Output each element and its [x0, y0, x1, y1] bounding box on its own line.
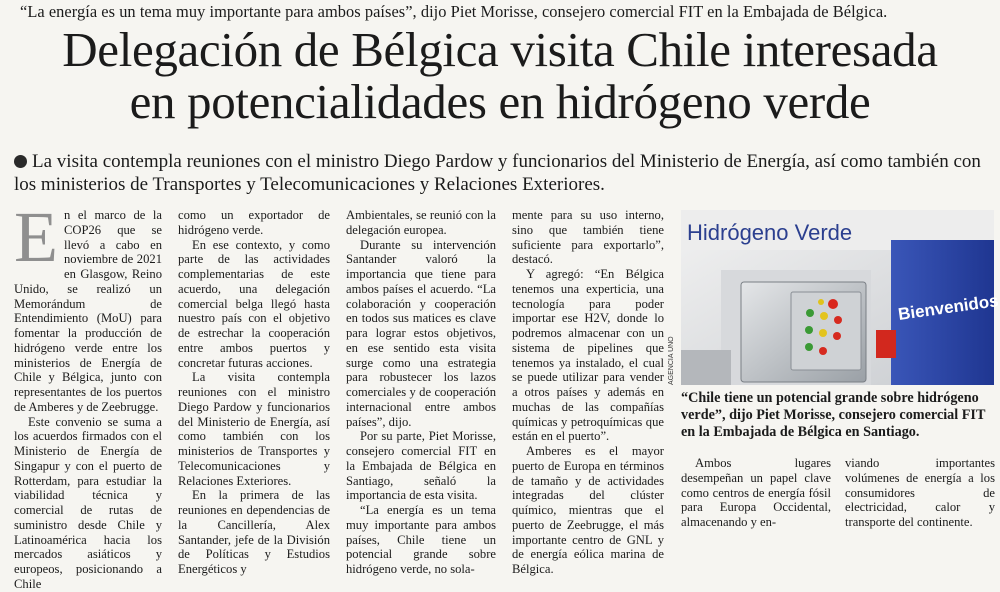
article-paragraph: Ambientales, se reunió con la delegación europea. [346, 208, 496, 237]
article-paragraph: mente para su uso interno, sino que también tiene suficiente para exportarlo”, destacó. [512, 208, 664, 267]
headline-line-2: en potencialidades en hidrógeno verde [129, 74, 871, 129]
sign-text: Hidrógeno Verde [687, 220, 853, 245]
article-paragraph: Ambos lugares desempeñan un papel clave como centros de energía fósil para Europa Occidental, almacenando y en- [681, 456, 831, 529]
sign-text-2: Bienvenidos [896, 291, 1000, 324]
article-paragraph: viando importantes volúmenes de energía a los consumidores de electricidad, calor y transporte del continente. [845, 456, 995, 529]
lead-text: La visita contempla reuniones con el ministro Diego Pardow y funcionarios del Ministerio de Energía, así como también con los ministerios de Transportes y Telecomunicaciones y Relaciones Exteriores. [14, 151, 981, 195]
article-paragraph: n el marco de la COP26 que se llevó a cabo en noviembre de 2021 en Glasgow, Reino Unido, se realizó un Memorándum de Entendimiento (MoU) para fomentar la producción de hidrógeno verde entre los ministerios de Energía de Chile y Bélgica, junto con representantes de los puertos de Amberes y de Zeebrugge. [14, 208, 162, 414]
bullet-icon [14, 155, 27, 168]
headline-line-1: Delegación de Bélgica visita Chile interesada [62, 22, 938, 77]
article-photo [681, 210, 1000, 385]
article-paragraph: En la primera de las reuniones en dependencias de la Cancillería, Alex Santander, jefe de la División de Políticas y Estudios Energéticos y [178, 488, 330, 576]
kicker-quote: “La energía es un tema muy importante para ambos países”, dijo Piet Morisse, consejero comercial FIT en la Embajada de Bélgica. [20, 2, 888, 21]
article-paragraph: Y agregó: “En Bélgica tenemos una experticia, una tecnología para poder importar ese H2V, donde lo podremos almacenar con un sistema de pipelines que tenemos ya instalado, el cual se puede utilizar para vender a otros países y además en muchas de las compañías químicas y petroquímicas que están en el puerto”. [512, 267, 664, 444]
article-column-1 [14, 197, 162, 591]
photo-caption: “Chile tiene un potencial grande sobre hidrógeno verde”, dijo Piet Morisse, consejero comercial FIT en la Embajada de Bélgica en Santiago. [681, 390, 986, 440]
lead-summary [14, 151, 990, 196]
hydrogen-station-photo [681, 210, 1000, 385]
article-paragraph: Este convenio se suma a los acuerdos firmados con el Ministerio de Energía de Singapur y con el puerto de Rotterdam, para estudiar la viabilidad técnica y comercial de rutas de suministro desde Chile y Latinoamérica hacia los mercados asiáticos y europeos, posicionando a Chile [14, 414, 162, 591]
article-paragraph: “La energía es un tema muy importante para ambos países, Chile tiene un potencial grande sobre hidrógeno verde, no sola- [346, 503, 496, 576]
article-column-2 [178, 208, 330, 576]
article-paragraph: como un exportador de hidrógeno verde. [178, 208, 330, 237]
article-column-4 [512, 208, 664, 576]
article-paragraph: En ese contexto, y como parte de las actividades complementarias de este acuerdo, una delegación comercial belga llegó hasta nuestro país con el objetivo de estrechar la cooperación entre ambos puertos y concretar futuras acciones. [178, 237, 330, 370]
article-column-6 [845, 456, 995, 529]
drop-cap: E [14, 197, 58, 277]
photo-credit: AGENCIA UNO [668, 336, 675, 385]
headline [14, 24, 986, 128]
article-paragraph: Amberes es el mayor puerto de Europa en términos de tamaño y de actividades integradas del clúster químico, mientras que el puerto de Zeebrugge, el más importante centro de GNL y de energía eólica marina de Bélgica. [512, 444, 664, 576]
article-column-5 [681, 456, 831, 529]
article-paragraph: Durante su intervención Santander valoró la importancia que tiene para ambos países el acuerdo. “La colaboración y cooperación en todos sus matices es clave para lograr estos objetivos, en ese sentido esta visita surge como una estrategia para robustecer los lazos comerciales y de cooperación internacional entre ambos países”, dijo. [346, 237, 496, 429]
article-paragraph: La visita contempla reuniones con el ministro Diego Pardow y funcionarios del Ministerio de Energía, así como también con los ministerios de Transportes y Telecomunicaciones y Relaciones Exteriores. [178, 370, 330, 488]
article-paragraph: Por su parte, Piet Morisse, consejero comercial FIT en la Embajada de Bélgica en Santiago, señaló la importancia de esta visita. [346, 429, 496, 503]
article-column-3 [346, 208, 496, 576]
